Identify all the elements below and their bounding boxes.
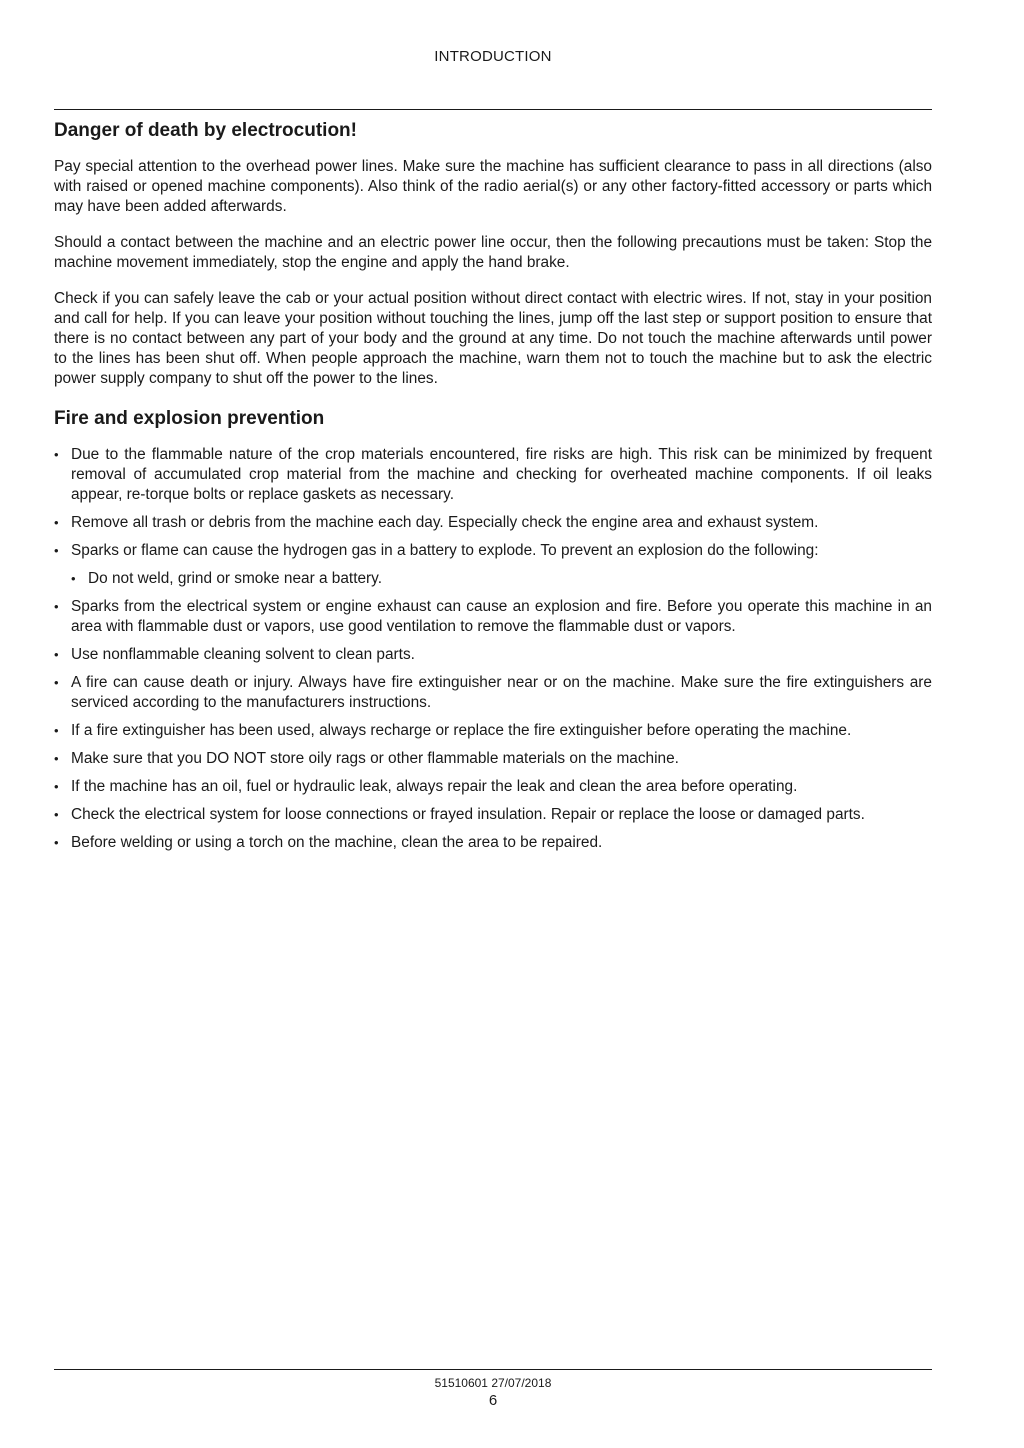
page-content xyxy=(54,118,932,861)
bullet-icon: • xyxy=(54,543,59,558)
section-body-electrocution xyxy=(54,157,932,389)
list-item-text: Make sure that you DO NOT store oily rags or other flammable materials on the machine. xyxy=(71,750,679,767)
list-item xyxy=(54,541,932,561)
list-item xyxy=(54,749,932,769)
list-item xyxy=(54,645,932,665)
bullet-icon: • xyxy=(54,647,59,662)
sub-list-item xyxy=(54,569,932,589)
list-item-text: If a fire extinguisher has been used, always recharge or replace the fire extinguisher before operating the machine. xyxy=(71,722,852,739)
list-item xyxy=(54,513,932,533)
list-item-text: Before welding or using a torch on the machine, clean the area to be repaired. xyxy=(71,834,603,851)
bullet-icon: • xyxy=(54,447,59,462)
list-item-text: If the machine has an oil, fuel or hydraulic leak, always repair the leak and clean the area before operating. xyxy=(71,778,798,795)
list-item xyxy=(54,777,932,797)
list-item xyxy=(54,721,932,741)
list-item-text: Remove all trash or debris from the machine each day. Especially check the engine area and exhaust system. xyxy=(71,514,819,531)
section-heading-electrocution: Danger of death by electrocution! xyxy=(54,120,357,141)
list-item-text: Do not weld, grind or smoke near a battery. xyxy=(88,570,382,587)
list-item-text: A fire can cause death or injury. Always have fire extinguisher near or on the machine. Make sure the fire extinguishers are serviced according to the manufacturers instructions. xyxy=(71,674,932,711)
paragraph: Check if you can safely leave the cab or your actual position without direct contact with electric wires. If not, stay in your position and call for help. If you can leave your position without touching the lines, jump off the last step or support position to ensure that there is no contact between any part of your body and the ground at any time. Do not touch the machine afterwards until power to the lines has been shut off. When people approach the machine, warn them not to touch the machine but to ask the electric power supply company to shut off the power to the lines. xyxy=(54,290,932,387)
list-item xyxy=(54,673,932,713)
section-heading-fire-prevention: Fire and explosion prevention xyxy=(54,408,325,429)
bullet-icon: • xyxy=(54,599,59,614)
bullet-icon: • xyxy=(54,515,59,530)
running-header: INTRODUCTION xyxy=(434,48,552,65)
paragraph: Should a contact between the machine and an electric power line occur, then the following precautions must be taken: Stop the machine movement immediately, stop the engine and apply the hand brake. xyxy=(54,234,932,271)
list-item xyxy=(54,445,932,505)
bullet-icon: • xyxy=(54,723,59,738)
list-item-text: Sparks or flame can cause the hydrogen gas in a battery to explode. To prevent an explosion do the following: xyxy=(71,542,819,559)
list-item xyxy=(54,833,932,853)
list-item-text: Sparks from the electrical system or engine exhaust can cause an explosion and fire. Before you operate this machine in an area with flammable dust or vapors, use good ventilation to remove the flammable dust or vapors. xyxy=(71,598,932,635)
list-item xyxy=(54,597,932,637)
list-item-text: Due to the flammable nature of the crop materials encountered, fire risks are high. This risk can be minimized by frequent removal of accumulated crop material from the machine and checking for overheated machine components. If oil leaks appear, re-torque bolts or replace gaskets as necessary. xyxy=(71,446,932,503)
footer-doc-info: 51510601 27/07/2018 xyxy=(434,1376,552,1390)
bullet-icon: • xyxy=(54,675,59,690)
header-rule xyxy=(54,109,932,110)
bullet-icon: • xyxy=(54,835,59,850)
paragraph: Pay special attention to the overhead power lines. Make sure the machine has sufficient clearance to pass in all directions (also with raised or opened machine components). Also think of the radio aerial(s) or any other factory-fitted accessory or parts which may have been added afterwards. xyxy=(54,158,932,215)
fire-prevention-list xyxy=(54,445,932,853)
bullet-icon: • xyxy=(71,571,76,586)
list-item-text: Use nonflammable cleaning solvent to clean parts. xyxy=(71,646,415,663)
list-item xyxy=(54,805,932,825)
list-item-text: Check the electrical system for loose connections or frayed insulation. Repair or replace the loose or damaged parts. xyxy=(71,806,865,823)
page-number: 6 xyxy=(488,1392,498,1409)
bullet-icon: • xyxy=(54,807,59,822)
footer-rule xyxy=(54,1369,932,1370)
bullet-icon: • xyxy=(54,751,59,766)
bullet-icon: • xyxy=(54,779,59,794)
